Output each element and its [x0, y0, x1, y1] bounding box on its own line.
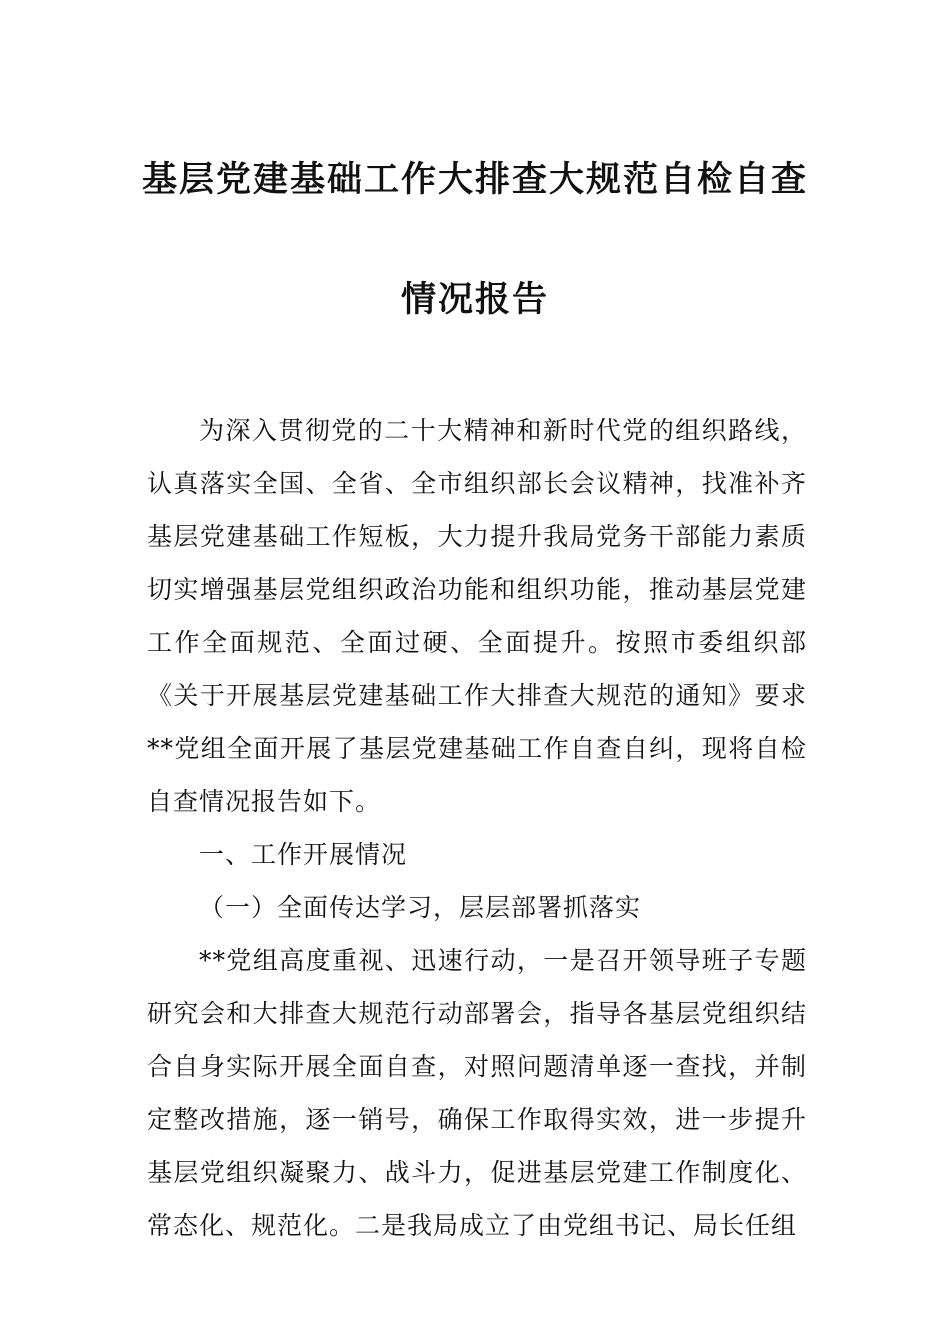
- intro-paragraph: 为深入贯彻党的二十大精神和新时代党的组织路线，认真落实全国、全省、全市组织部长会议精神，找准补齐基层党建基础工作短板，大力提升我局党务干部能力素质切实增强基层党组织政治功能和组织功能，推动基层党建工作全面规范、全面过硬、全面提升。按照市委组织部《关于开展基层党建基础工作大排查大规范的通知》要求**党组全面开展了基层党建基础工作自查自纠，现将自检自查情况报告如下。: [147, 416, 807, 816]
- document-title-line-1: 基层党建基础工作大排查大规范自检自查: [141, 160, 808, 200]
- document-title-line-2: 情况报告: [400, 280, 549, 320]
- document-body: [147, 404, 807, 1252]
- subsection-heading-study-deploy: （一）全面传达学习，层层部署抓落实: [199, 893, 642, 922]
- body-paragraph-2: **党组高度重视、迅速行动，一是召开领导班子专题研究会和大排查大规范行动部署会，指导各基层党组织结合自身实际开展全面自查，对照问题清单逐一查找，并制定整改措施，逐一销号，确保工作取得实效，进一步提升基层党组织凝聚力、战斗力，促进基层党建工作制度化、常态化、规范化。二是我局成立了由党组书记、局长任组: [147, 946, 807, 1240]
- section-heading-work-status: 一、工作开展情况: [199, 840, 408, 869]
